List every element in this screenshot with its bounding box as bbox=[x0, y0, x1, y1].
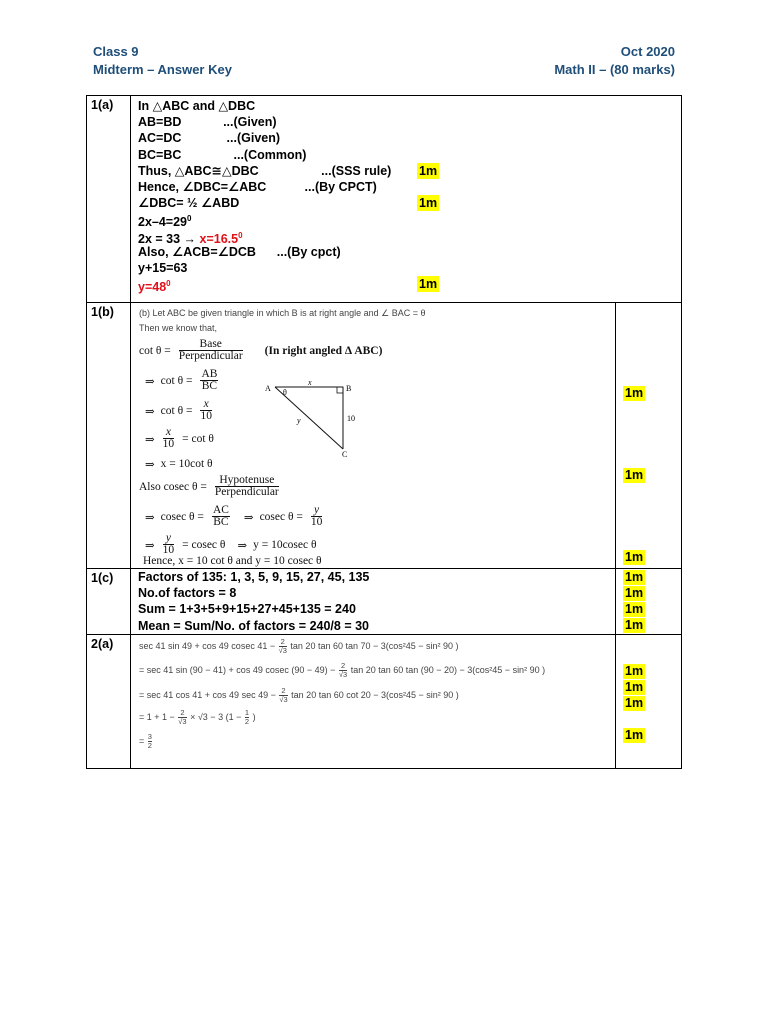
numerator: 2 bbox=[178, 709, 186, 718]
exam-title: Midterm – Answer Key bbox=[93, 62, 232, 77]
denominator: 2 bbox=[244, 717, 250, 726]
text-line: AC=DC ...(Given) bbox=[138, 131, 281, 146]
denominator: √3 bbox=[278, 646, 287, 655]
numerator: Base bbox=[179, 339, 243, 351]
vertex-a-label: A bbox=[265, 384, 271, 393]
fraction bbox=[200, 399, 212, 422]
step-2 bbox=[139, 662, 545, 679]
numerator: 3 bbox=[147, 732, 152, 741]
denominator: √3 bbox=[338, 670, 348, 679]
step-5 bbox=[139, 733, 153, 750]
text-line: Hence, ∠DBC=∠ABC ...(By CPCT) bbox=[138, 179, 377, 194]
cot-definition bbox=[139, 339, 382, 362]
note: (In right angled Δ ABC) bbox=[264, 344, 383, 357]
expr: tan 20 tan 60 cot 20 − 3(cos²45 − sin² 90 ) bbox=[291, 689, 459, 700]
marks-1b bbox=[616, 303, 682, 569]
implies-icon: ⇒ bbox=[145, 375, 155, 388]
y-result: y=48 bbox=[138, 280, 167, 295]
cot-step-3 bbox=[145, 427, 214, 450]
implies-icon: ⇒ bbox=[243, 511, 254, 524]
header-right bbox=[554, 43, 675, 79]
angle-statement: ∠DBC= ½ ∠ABD bbox=[138, 196, 240, 211]
text-line: y+15=63 bbox=[138, 260, 188, 275]
fraction bbox=[311, 505, 323, 528]
mark-badge: 1m bbox=[625, 468, 644, 482]
fraction bbox=[279, 687, 287, 704]
cosec-label: cosec θ = bbox=[160, 510, 204, 523]
fraction bbox=[178, 709, 186, 726]
fraction bbox=[163, 533, 175, 556]
fraction bbox=[279, 638, 287, 655]
expr: = 1 + 1 − bbox=[139, 711, 175, 722]
implies-icon: ⇒ bbox=[145, 459, 155, 471]
text-line: Factors of 135: 1, 3, 5, 9, 15, 27, 45, 135 bbox=[138, 570, 370, 584]
denominator: 10 bbox=[162, 544, 175, 556]
numerator: Hypotenuse bbox=[215, 475, 279, 487]
equals-cot: = cot θ bbox=[182, 432, 214, 445]
answer-key-table bbox=[86, 95, 682, 769]
numerator: 2 bbox=[279, 687, 287, 696]
fraction bbox=[245, 709, 249, 726]
expr: × √3 − 3 bbox=[190, 711, 224, 722]
mark-badge: 1m bbox=[625, 696, 644, 710]
vertex-b-label: B bbox=[346, 384, 352, 393]
denominator: √3 bbox=[279, 695, 288, 704]
text-line: BC=BC ...(Common) bbox=[138, 147, 307, 162]
fraction bbox=[339, 662, 347, 679]
implies-icon: ⇒ bbox=[145, 433, 155, 446]
question-number: 2(a) bbox=[87, 635, 131, 769]
row-1c bbox=[87, 569, 682, 635]
implies-icon: ⇒ bbox=[145, 539, 155, 552]
mark-badge: 1m bbox=[625, 586, 644, 600]
right-triangle-diagram bbox=[261, 377, 361, 457]
mark-badge: 1m bbox=[419, 277, 438, 292]
fraction bbox=[212, 505, 230, 528]
expr: = bbox=[139, 735, 145, 746]
fraction bbox=[148, 733, 152, 750]
equals-cosec: = cosec θ bbox=[182, 538, 226, 551]
denominator: BC bbox=[201, 380, 218, 392]
cosec-step-2 bbox=[145, 533, 317, 556]
text-line bbox=[138, 276, 681, 295]
cot-label: cot θ = bbox=[160, 404, 193, 417]
degree-sup: 0 bbox=[187, 214, 192, 224]
expr: = sec 41 cos 41 + cos 49 sec 49 − bbox=[139, 689, 276, 700]
answer-2a bbox=[131, 635, 616, 769]
expr: = sec 41 sin (90 − 41) + cos 49 cosec (90 − 49) − bbox=[139, 664, 336, 675]
marks-2a bbox=[616, 635, 682, 769]
text-line bbox=[138, 211, 681, 230]
y-result: y = 10cosec θ bbox=[253, 538, 317, 551]
mark-badge: 1m bbox=[419, 196, 438, 211]
implies-icon: ⇒ bbox=[145, 405, 155, 418]
header-left bbox=[93, 43, 232, 79]
numerator: y bbox=[163, 533, 175, 545]
expr: ) bbox=[252, 711, 256, 722]
then-text: Then we know that, bbox=[139, 323, 218, 333]
vertex-c-label: C bbox=[342, 450, 348, 457]
denominator: 10 bbox=[310, 516, 323, 528]
mark-badge: 1m bbox=[625, 680, 644, 694]
row-1b bbox=[87, 303, 682, 569]
text-line bbox=[138, 228, 681, 244]
congruence-statement: Thus, △ABC≅△DBC ...(SSS rule) bbox=[138, 163, 392, 178]
cot-step-2 bbox=[145, 399, 214, 422]
text-line: Mean = Sum/No. of factors = 240/8 = 30 bbox=[138, 618, 369, 633]
degree-sup: 0 bbox=[238, 230, 243, 240]
expr: sec 41 sin 49 + cos 49 cosec 41 − bbox=[139, 640, 276, 651]
text-line: In △ABC and △DBC bbox=[138, 99, 256, 113]
cot-step-4 bbox=[145, 457, 213, 471]
cot-label: cot θ = bbox=[160, 374, 193, 387]
x-result: x=16.5 bbox=[199, 231, 239, 246]
expr: tan 20 tan 60 tan (90 − 20) − 3(cos²45 − sin² 90 ) bbox=[350, 664, 546, 675]
denominator: 10 bbox=[200, 410, 212, 422]
class-label: Class 9 bbox=[93, 44, 139, 59]
hence-line: Hence, x = 10 cot θ and y = 10 cosec θ bbox=[143, 555, 322, 567]
implies-icon: ⇒ bbox=[237, 539, 248, 552]
x-result: x = 10cot θ bbox=[160, 458, 213, 470]
answer-1b bbox=[131, 303, 616, 569]
mark-badge: 1m bbox=[625, 386, 644, 400]
cosec-step-1 bbox=[145, 505, 324, 528]
mark-badge: 1m bbox=[625, 570, 644, 584]
subject-marks: Math II – (80 marks) bbox=[554, 62, 675, 77]
fraction bbox=[200, 369, 218, 392]
numerator: AC bbox=[212, 504, 229, 516]
fraction bbox=[163, 427, 175, 450]
denominator: 10 bbox=[162, 438, 175, 450]
expr: tan 20 tan 60 tan 70 − 3(cos²45 − sin² 90 ) bbox=[290, 640, 459, 651]
text-line: No.of factors = 8 bbox=[138, 586, 237, 601]
step-3 bbox=[139, 687, 459, 704]
question-number: 1(c) bbox=[87, 569, 131, 635]
mark-badge: 1m bbox=[625, 664, 644, 678]
cot-label: cot θ = bbox=[139, 344, 171, 357]
denominator: BC bbox=[213, 516, 229, 528]
numerator: x bbox=[200, 399, 212, 411]
side-x-label: x bbox=[308, 378, 312, 387]
fraction bbox=[215, 475, 279, 498]
text-line: AB=BD ...(Given) bbox=[138, 115, 277, 130]
cosec-definition bbox=[139, 475, 281, 498]
right-angle-mark bbox=[337, 387, 343, 393]
denominator: Perpendicular bbox=[178, 350, 243, 362]
numerator: y bbox=[311, 505, 323, 517]
cot-step-1 bbox=[145, 369, 220, 392]
mark-badge: 1m bbox=[625, 550, 644, 564]
numerator: 2 bbox=[339, 662, 347, 671]
numerator: x bbox=[163, 427, 175, 439]
cosec-label: Also cosec θ = bbox=[139, 480, 207, 493]
text-line: Sum = 1+3+5+9+15+27+45+135 = 240 bbox=[138, 602, 356, 617]
cosec-label: cosec θ = bbox=[259, 510, 303, 523]
denominator: √3 bbox=[178, 717, 187, 726]
fraction bbox=[179, 339, 243, 362]
row-2a bbox=[87, 635, 682, 769]
equation: 2x = 33 → bbox=[138, 231, 200, 246]
numerator: 2 bbox=[279, 638, 287, 647]
mark-badge: 1m bbox=[625, 728, 644, 742]
numerator: 1 bbox=[244, 708, 250, 717]
text-line bbox=[138, 163, 681, 179]
question-number: 1(a) bbox=[87, 96, 131, 303]
text-line bbox=[138, 195, 681, 211]
expr: (1 − bbox=[225, 711, 242, 722]
degree-sup: 0 bbox=[166, 279, 171, 289]
side-y-label: y bbox=[297, 416, 301, 425]
exam-date: Oct 2020 bbox=[620, 44, 675, 59]
equation: 2x–4=29 bbox=[138, 215, 188, 230]
text-line: Also, ∠ACB=∠DCB ...(By cpct) bbox=[138, 244, 341, 259]
implies-icon: ⇒ bbox=[145, 511, 155, 524]
mark-badge: 1m bbox=[625, 602, 644, 616]
step-1 bbox=[139, 638, 459, 655]
question-number: 1(b) bbox=[87, 303, 131, 569]
denominator: Perpendicular bbox=[214, 486, 279, 498]
theta-label: θ bbox=[283, 388, 287, 397]
row-1a bbox=[87, 96, 682, 303]
numerator: AB bbox=[201, 368, 218, 380]
answer-1a bbox=[131, 96, 682, 303]
mark-badge: 1m bbox=[625, 618, 644, 632]
denominator: 2 bbox=[147, 741, 152, 750]
marks-1c bbox=[616, 569, 682, 635]
side-10-label: 10 bbox=[347, 414, 355, 423]
answer-1c bbox=[131, 569, 616, 635]
intro-text: (b) Let ABC be given triangle in which B is at right angle and ∠ BAC = θ bbox=[139, 308, 426, 318]
mark-badge: 1m bbox=[419, 163, 438, 178]
step-4 bbox=[139, 709, 256, 726]
